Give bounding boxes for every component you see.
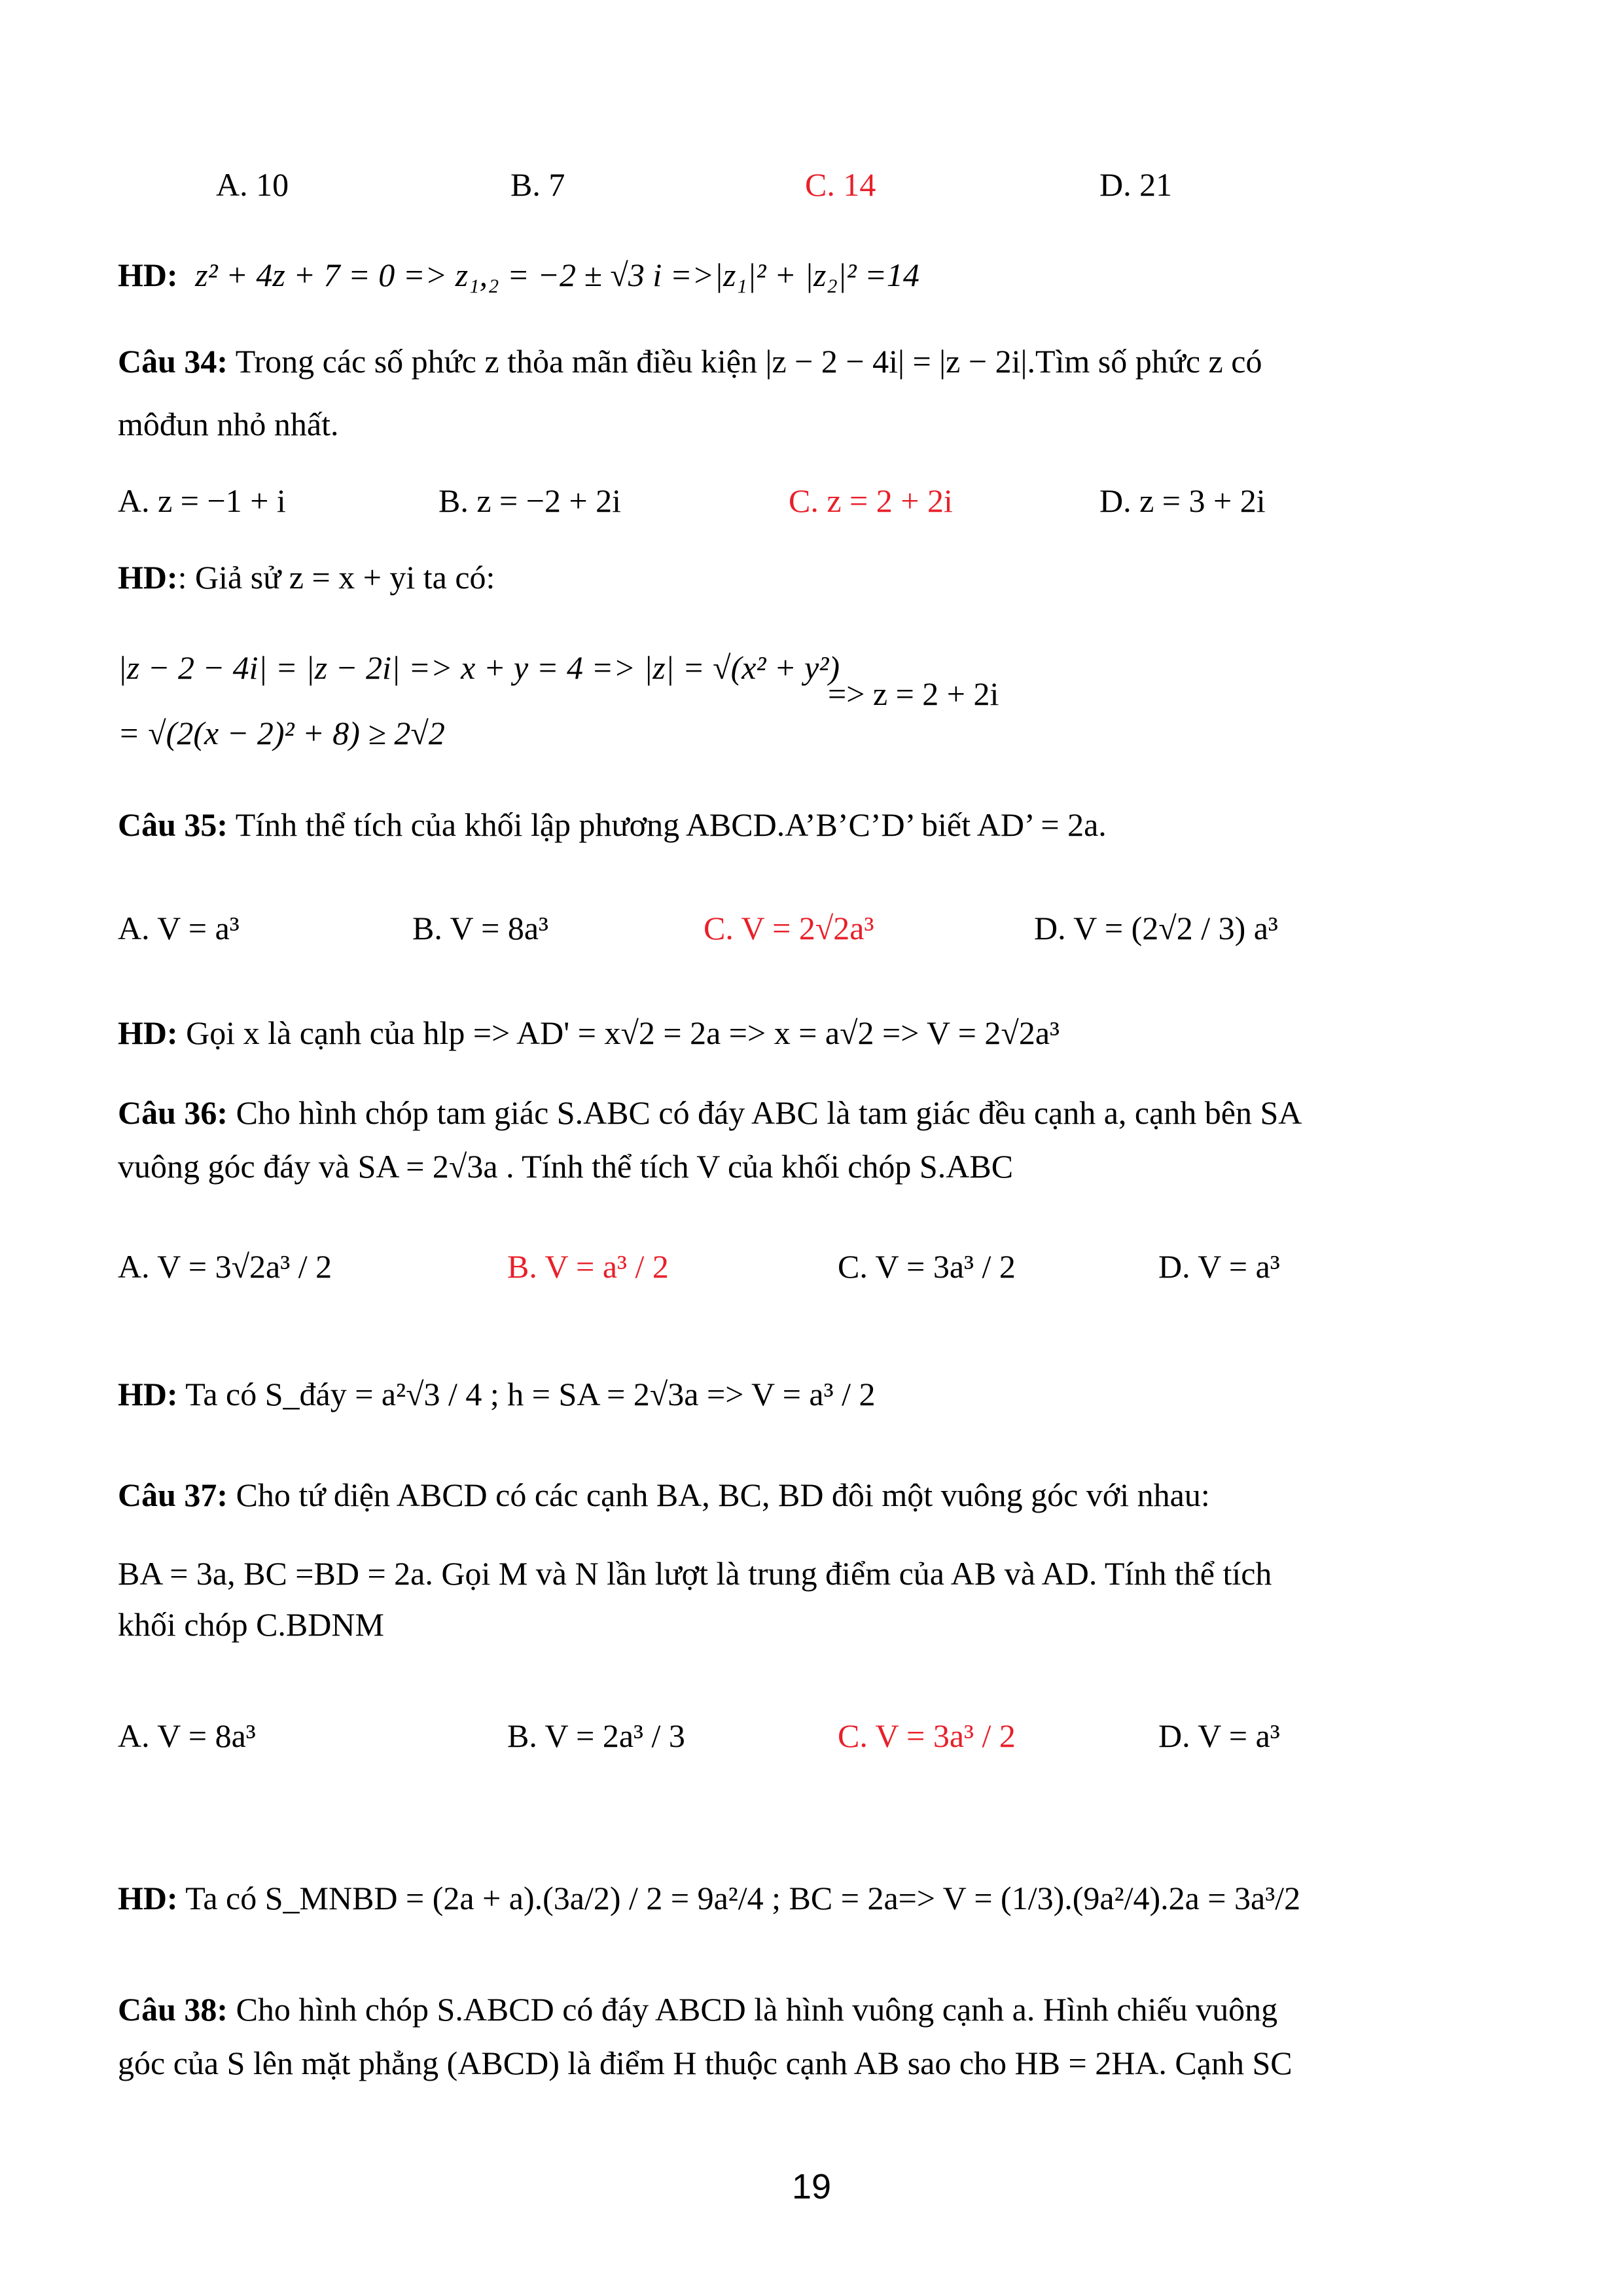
- q35-option-a: A. V = a³: [118, 910, 240, 946]
- q36-option-d: D. V = a³: [1158, 1248, 1280, 1285]
- q34-hint-line1: |z − 2 − 4i| = |z − 2i| => x + y = 4 => |z| = √(x² + y²): [118, 649, 840, 686]
- q37-option-d: D. V = a³: [1158, 1717, 1280, 1754]
- q36-option-a: A. V = 3√2a³ / 2: [118, 1248, 332, 1285]
- q36-question-line1: [118, 1093, 1302, 1132]
- q33-hint-formula: z² + 4z + 7 = 0 => z₁,₂ = −2 ± √3 i =>|z₁|² + |z₂|² =14: [195, 257, 919, 293]
- q36-text: Cho hình chóp tam giác S.ABC có đáy ABC là tam giác đều cạnh a, cạnh bên SA: [236, 1094, 1302, 1131]
- q34-option-c: C. z = 2 + 2i: [789, 482, 953, 519]
- page-number: 19: [791, 2167, 832, 2206]
- q34-option-d: D. z = 3 + 2i: [1099, 482, 1266, 519]
- q34-hint-text: : Giả sử z = x + yi ta có:: [177, 559, 495, 596]
- q36-hint: [118, 1374, 875, 1414]
- q34-label: Câu 34:: [118, 343, 228, 380]
- q37-question-line3: khối chóp C.BDNM: [118, 1606, 384, 1643]
- q34-option-b: B. z = −2 + 2i: [438, 482, 622, 519]
- q35-option-b: B. V = 8a³: [412, 910, 549, 946]
- q34-question-line1: [118, 342, 1262, 381]
- hint-label: HD:: [118, 559, 178, 596]
- q35-question: [118, 805, 1107, 844]
- q35-option-c: C. V = 2√2a³: [704, 910, 874, 946]
- q37-label: Câu 37:: [118, 1477, 228, 1513]
- q37-option-a: A. V = 8a³: [118, 1717, 256, 1754]
- q33-option-d: D. 21: [1099, 166, 1173, 203]
- q34-question-line2: môđun nhỏ nhất.: [118, 406, 339, 442]
- q37-option-c: C. V = 3a³ / 2: [838, 1717, 1016, 1754]
- q37-option-b: B. V = 2a³ / 3: [507, 1717, 685, 1754]
- q36-label: Câu 36:: [118, 1094, 228, 1131]
- q38-question-line1: [118, 1990, 1277, 2029]
- q35-text: Tính thể tích của khối lập phương ABCD.A’B’C’D’ biết AD’ = 2a.: [235, 806, 1107, 843]
- hint-label: HD:: [118, 1014, 178, 1051]
- q34-hint: [118, 558, 495, 597]
- q38-text: Cho hình chóp S.ABCD có đáy ABCD là hình vuông cạnh a. Hình chiếu vuông: [236, 1991, 1278, 2028]
- q34-hint-result: => z = 2 + 2i: [828, 675, 999, 712]
- q38-label: Câu 38:: [118, 1991, 228, 2028]
- hint-label: HD:: [118, 1880, 178, 1916]
- q38-question-line2: góc của S lên mặt phẳng (ABCD) là điểm H thuộc cạnh AB sao cho HB = 2HA. Cạnh SC: [118, 2045, 1293, 2081]
- q34-text: Trong các số phức z thỏa mãn điều kiện |z − 2 − 4i| = |z − 2i|.Tìm số phức z có: [235, 343, 1262, 380]
- q35-hint: [118, 1013, 1060, 1052]
- hint-label: HD:: [118, 257, 178, 293]
- q34-hint-line2: = √(2(x − 2)² + 8) ≥ 2√2: [118, 715, 445, 751]
- q36-hint-text: Ta có S_đáy = a²√3 / 4 ; h = SA = 2√3a => V = a³ / 2: [185, 1376, 876, 1412]
- q37-hint-text: Ta có S_MNBD = (2a + a).(3a/2) / 2 = 9a²/4 ; BC = 2a=> V = (1/3).(9a²/4).2a = 3a³/2: [185, 1880, 1301, 1916]
- q35-label: Câu 35:: [118, 806, 228, 843]
- q35-option-d: D. V = (2√2 / 3) a³: [1034, 910, 1278, 946]
- q37-question-line2: BA = 3a, BC =BD = 2a. Gọi M và N lần lượt là trung điểm của AB và AD. Tính thể tích: [118, 1555, 1272, 1592]
- q33-option-c: C. 14: [805, 166, 876, 203]
- q33-option-a: A. 10: [216, 166, 289, 203]
- q33-hint: [118, 255, 919, 295]
- q37-question-line1: [118, 1475, 1210, 1515]
- q37-text: Cho tứ diện ABCD có các cạnh BA, BC, BD đôi một vuông góc với nhau:: [236, 1477, 1210, 1513]
- q34-option-a: A. z = −1 + i: [118, 482, 286, 519]
- hint-label: HD:: [118, 1376, 178, 1412]
- q36-question-line2: vuông góc đáy và SA = 2√3a . Tính thể tích V của khối chóp S.ABC: [118, 1148, 1014, 1185]
- q35-hint-text: Gọi x là cạnh của hlp => AD' = x√2 = 2a => x = a√2 => V = 2√2a³: [186, 1014, 1060, 1051]
- q36-option-c: C. V = 3a³ / 2: [838, 1248, 1016, 1285]
- q36-option-b: B. V = a³ / 2: [507, 1248, 669, 1285]
- q37-hint: [118, 1878, 1300, 1918]
- q33-option-b: B. 7: [510, 166, 565, 203]
